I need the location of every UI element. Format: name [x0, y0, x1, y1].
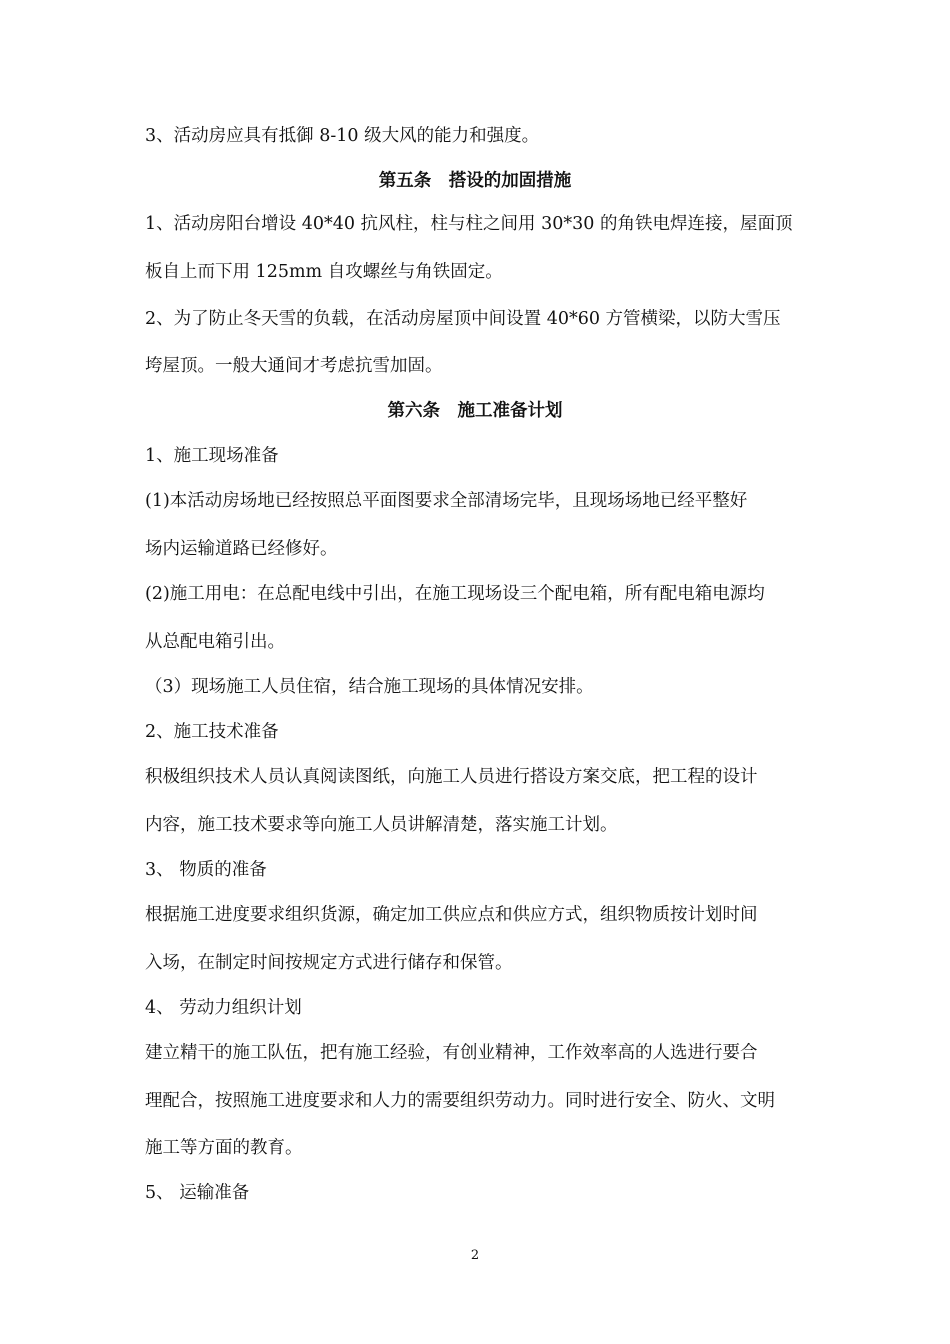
paragraph-line: (1)本活动房场地已经按照总平面图要求全部清场完毕，且现场场地已经平整好	[145, 491, 748, 511]
paragraph-line: 1、活动房阳台增设 40*40 抗风柱，柱与柱之间用 30*30 的角铁电焊连接，屋面顶	[145, 214, 793, 234]
paragraph-line: 4、 劳动力组织计划	[145, 998, 302, 1018]
paragraph-line: 2、施工技术准备	[145, 722, 279, 742]
paragraph-line: 入场，在制定时间按规定方式进行储存和保管。	[145, 953, 513, 973]
paragraph-line: 场内运输道路已经修好。	[145, 539, 338, 559]
paragraph-line: 积极组织技术人员认真阅读图纸，向施工人员进行搭设方案交底，把工程的设计	[145, 767, 758, 787]
page-number: 2	[470, 1248, 480, 1263]
paragraph-line: 5、 运输准备	[145, 1183, 250, 1203]
paragraph-line: 建立精干的施工队伍，把有施工经验，有创业精神，工作效率高的人选进行要合	[145, 1043, 758, 1063]
paragraph-line: 2、为了防止冬天雪的负载，在活动房屋顶中间设置 40*60 方管横梁，以防大雪压	[145, 309, 781, 329]
section-heading: 第六条 施工准备计划	[387, 401, 563, 421]
paragraph-line: 3、活动房应具有抵御 8-10 级大风的能力和强度。	[145, 126, 540, 146]
paragraph-line: 理配合，按照施工进度要求和人力的需要组织劳动力。同时进行安全、防火、文明	[145, 1091, 775, 1111]
paragraph-line: 内容，施工技术要求等向施工人员讲解清楚，落实施工计划。	[145, 815, 618, 835]
paragraph-line: 板自上而下用 125mm 自攻螺丝与角铁固定。	[145, 262, 503, 282]
paragraph-line: （3）现场施工人员住宿，结合施工现场的具体情况安排。	[145, 677, 594, 697]
paragraph-line: 1、施工现场准备	[145, 446, 279, 466]
paragraph-line: 3、 物质的准备	[145, 860, 267, 880]
paragraph-line: (2)施工用电：在总配电线中引出，在施工现场设三个配电箱，所有配电箱电源均	[145, 584, 765, 604]
paragraph-line: 施工等方面的教育。	[145, 1138, 303, 1158]
paragraph-line: 垮屋顶。一般大通间才考虑抗雪加固。	[145, 356, 443, 376]
section-heading: 第五条 搭设的加固措施	[378, 171, 572, 191]
paragraph-line: 从总配电箱引出。	[145, 632, 285, 652]
paragraph-line: 根据施工进度要求组织货源，确定加工供应点和供应方式，组织物质按计划时间	[145, 905, 758, 925]
